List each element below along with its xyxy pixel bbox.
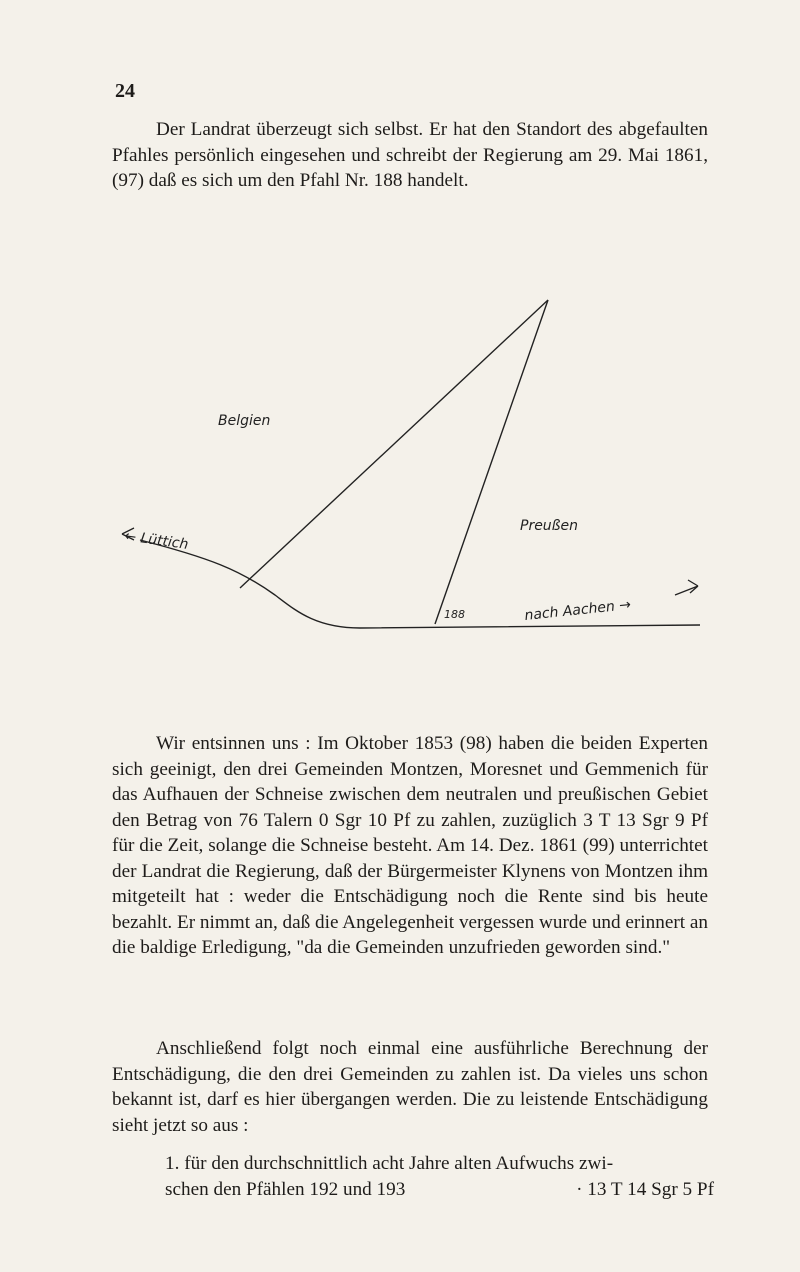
label-preussen: Preußen [520,518,578,534]
list-item-line [112,1177,714,1203]
paragraph-berechnung [112,1036,708,1138]
label-post-188: 188 [444,608,465,621]
list-item-1 [112,1151,714,1202]
paragraph-experten [112,731,708,961]
label-aachen: nach Aachen → [523,596,632,624]
paragraph-text: Anschließend folgt noch einmal eine ausführliche Berechnung der Entschädigung, die den drei Gemeinden zu zahlen ist. Da vieles uns schon bekannt ist, darf es hier übergangen werden. Die zu leistende Entschädigung sieht jetzt so aus : [112,1038,708,1136]
boundary-line-left [240,300,548,588]
list-item-line: 1. für den durchschnittlich acht Jahre alten Aufwuchs zwi- [165,1153,614,1174]
page-number: 24 [115,80,135,102]
paragraph-landrat [112,117,708,194]
boundary-sketch [100,290,720,650]
arrow-right-icon [675,580,698,595]
list-item-text: schen den Pfählen 192 und 193 [165,1178,406,1200]
label-belgien: Belgien [218,413,271,429]
road-line [140,540,700,628]
label-luettich: ← Lüttich [123,528,190,553]
list-item-amount: · 13 T 14 Sgr 5 Pf [576,1178,714,1200]
boundary-line-right [435,300,548,624]
paragraph-text: Wir entsinnen uns : Im Oktober 1853 (98) haben die beiden Experten sich geeinigt, den drei Gemeinden Montzen, Moresnet und Gemmenich für das Aufhauen der Schneise zwischen dem neutralen und preußischen Gebiet den Betrag von 76 Talern 0 Sgr 10 Pf zu zahlen, zuzüglich 3 T 13 Sgr 9 Pf für die Zeit, solange die Schneise besteht. Am 14. Dez. 1861 (99) unterrichtet der Landrat die Regierung, daß der Bürgermeister Klynens von Montzen ihm mitgeteilt hat : weder die Entschädigung noch die Rente sind bis heute bezahlt. Er nimmt an, daß die Angelegenheit vergessen wurde und erinnert an die baldige Erledigung, "da die Gemeinden unzufrieden geworden sind." [112,733,708,958]
paragraph-text: Der Landrat überzeugt sich selbst. Er hat den Standort des abgefaulten Pfahles persönlich eingesehen und schreibt der Regierung am 29. Mai 1861, (97) daß es sich um den Pfahl Nr. 188 handelt. [112,119,708,191]
